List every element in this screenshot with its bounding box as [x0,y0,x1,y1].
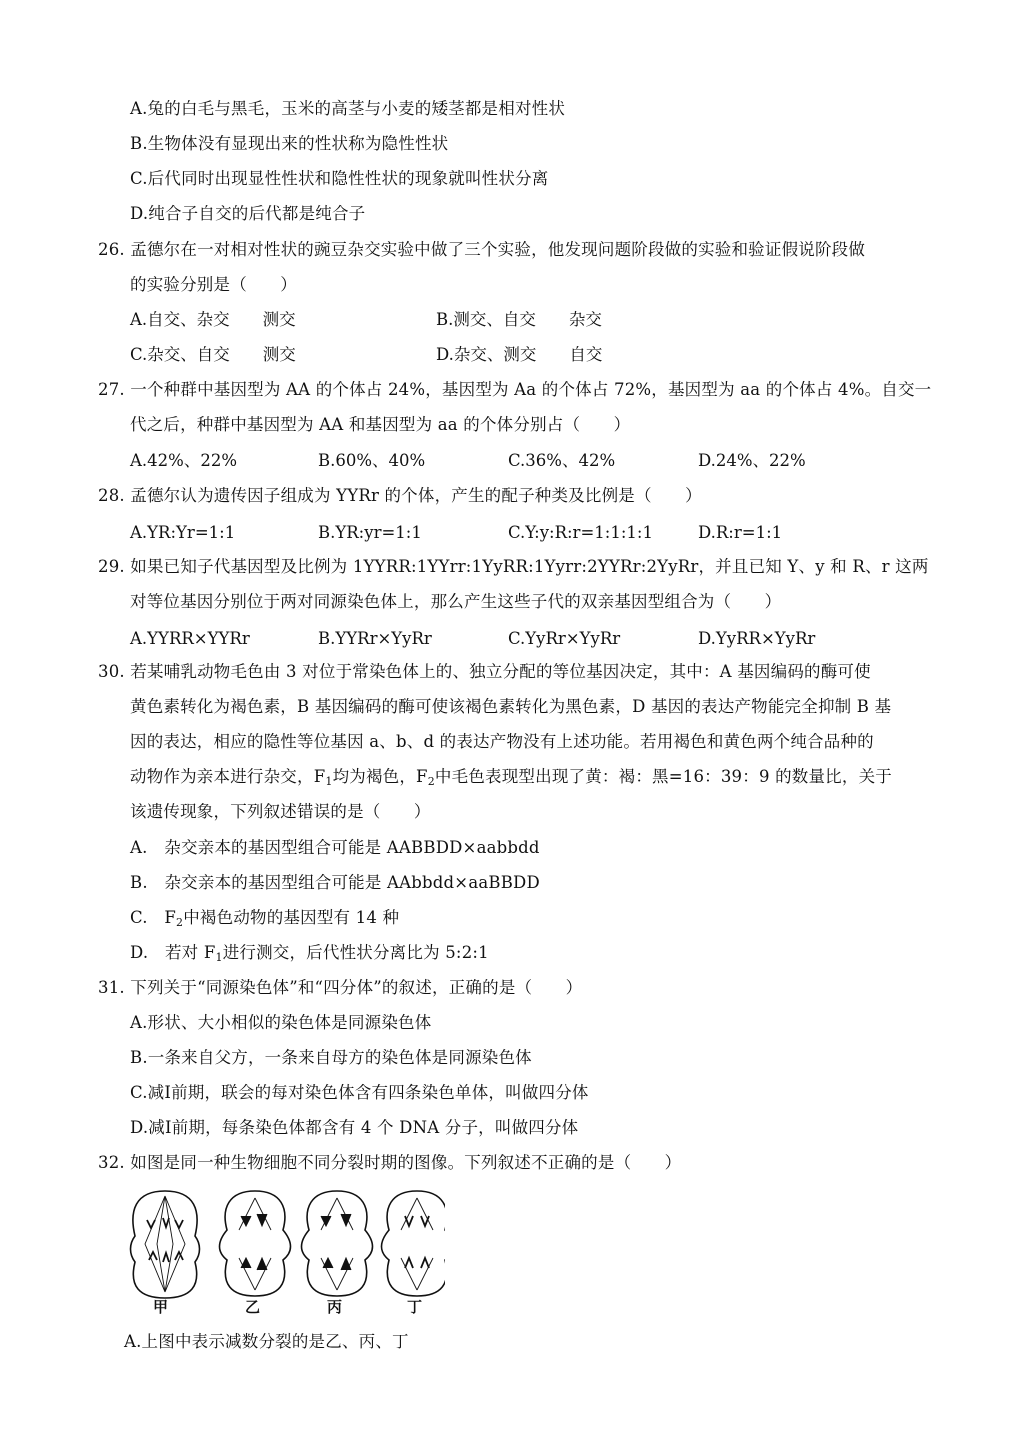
cell-yi-drawing [220,1191,291,1296]
q30-stem-line1: 30. 若某哺乳动物毛色由 3 对位于常染色体上的、独立分配的等位基因决定，其中：A 基因编码的酶可使 [98,662,871,681]
q27-stem-line1: 27. 一个种群中基因型为 AA 的个体占 24%，基因型为 Aa 的个体占 72%，基因型为 aa 的个体占 4%。自交一 [98,380,932,399]
cell-label-bing: 丙 [327,1298,343,1316]
q28-option-c: C.Y:y:R:r=1:1:1:1 [508,523,653,542]
q30-subscript-f1: 1 [325,775,333,788]
q30-option-c-part-a: C. F [130,908,177,927]
q28-option-d: D.R:r=1:1 [698,523,783,542]
q25-option-b: B.生物体没有显现出来的性状称为隐性性状 [130,134,449,153]
q31-option-d: D.减Ⅰ前期，每条染色体都含有 4 个 DNA 分子，叫做四分体 [130,1118,579,1137]
q30-option-c [130,907,399,934]
q27-stem-line2: 代之后，种群中基因型为 AA 和基因型为 aa 的个体分别占（ ） [130,415,631,434]
q26-stem-line1: 26. 孟德尔在一对相对性状的豌豆杂交实验中做了三个实验，他发现问题阶段做的实验和验证假说阶段做 [98,240,866,259]
q31-option-c: C.减Ⅰ前期，联会的每对染色体含有四条染色单体，叫做四分体 [130,1083,589,1102]
q32-stem: 32. 如图是同一种生物细胞不同分裂时期的图像。下列叙述不正确的是（ ） [98,1153,682,1172]
cell-jia-drawing [131,1191,200,1298]
q28-option-a: A.YR:Yr=1:1 [130,523,236,542]
q27-option-d: D.24%、22% [698,451,806,470]
q26-option-d: D.杂交、测交 自交 [436,345,603,364]
q25-option-d: D.纯合子自交的后代都是纯合子 [130,204,366,223]
cell-ding-drawing [382,1191,446,1296]
q30-subscript-f2: 2 [427,775,435,788]
q30-stem-line2: 黄色素转化为褐色素，B 基因编码的酶可使该褐色素转化为黑色素，D 基因的表达产物能完全抑制 B 基 [130,697,892,716]
cell-label-yi: 乙 [245,1298,261,1316]
q31-option-a: A.形状、大小相似的染色体是同源染色体 [130,1013,432,1032]
q30-stem-line5: 该遗传现象，下列叙述错误的是（ ） [130,802,431,821]
q29-option-c: C.YyRr×YyRr [508,629,621,648]
q28-stem: 28. 孟德尔认为遗传因子组成为 YYRr 的个体，产生的配子种类及比例是（ ） [98,486,702,505]
q30-stem-line3: 因的表达，相应的隐性等位基因 a、b、d 的表达产物没有上述功能。若用褐色和黄色两个纯合品种的 [130,732,874,751]
cell-label-ding: 丁 [407,1298,423,1316]
q30-stem-line4 [130,766,892,793]
q27-option-c: C.36%、42% [508,451,616,470]
q26-option-b: B.测交、自交 杂交 [436,310,602,329]
q32-option-a: A.上图中表示减数分裂的是乙、丙、丁 [124,1332,409,1351]
q30-option-b: B. 杂交亲本的基因型组合可能是 AAbbdd×aaBBDD [130,873,540,892]
q31-stem: 31. 下列关于“同源染色体”和“四分体”的叙述，正确的是（ ） [98,978,583,997]
q30-stem4-part-b: 均为褐色，F [332,767,428,786]
q29-option-b: B.YYRr×YyRr [318,629,432,648]
q25-option-c: C.后代同时出现显性性状和隐性性状的现象就叫性状分离 [130,169,549,188]
q30-option-c-subscript: 2 [176,916,184,929]
q28-option-b: B.YR:yr=1:1 [318,523,422,542]
q30-option-d-part-a: D. 若对 F [130,943,216,962]
q27-option-b: B.60%、40% [318,451,426,470]
q30-stem4-part-c: 中毛色表现型出现了黄：褐：黑=16：39：9 的数量比，关于 [434,767,892,786]
cell-division-drawings [125,1186,445,1316]
q29-stem-line1: 29. 如果已知子代基因型及比例为 1YYRR:1YYrr:1YyRR:1Yyrr:2YYRr:2YyRr，并且已知 Y、y 和 R、r 这两 [98,557,929,576]
q27-option-a: A.42%、22% [130,451,238,470]
q26-option-c: C.杂交、自交 测交 [130,345,296,364]
q29-stem-line2: 对等位基因分别位于两对同源染色体上，那么产生这些子代的双亲基因型组合为（ ） [130,592,782,611]
q25-option-a: A.兔的白毛与黑毛，玉米的高茎与小麦的矮茎都是相对性状 [130,99,566,118]
q26-stem-line2: 的实验分别是（ ） [130,275,297,294]
q30-option-c-part-b: 中褐色动物的基因型有 14 种 [183,908,400,927]
q31-option-b: B.一条来自父方，一条来自母方的染色体是同源染色体 [130,1048,532,1067]
cell-label-jia: 甲 [153,1298,169,1316]
cell-division-figure [125,1186,445,1316]
q30-option-d-subscript: 1 [215,951,223,964]
q30-option-d [130,942,489,969]
q26-option-a: A.自交、杂交 测交 [130,310,296,329]
q29-option-a: A.YYRR×YYRr [130,629,250,648]
q30-option-d-part-b: 进行测交，后代性状分离比为 5:2:1 [222,943,489,962]
cell-bing-drawing [302,1191,373,1296]
q29-option-d: D.YyRR×YyRr [698,629,816,648]
q30-option-a: A. 杂交亲本的基因型组合可能是 AABBDD×aabbdd [130,838,540,857]
q30-stem4-part-a: 动物作为亲本进行杂交，F [130,767,326,786]
